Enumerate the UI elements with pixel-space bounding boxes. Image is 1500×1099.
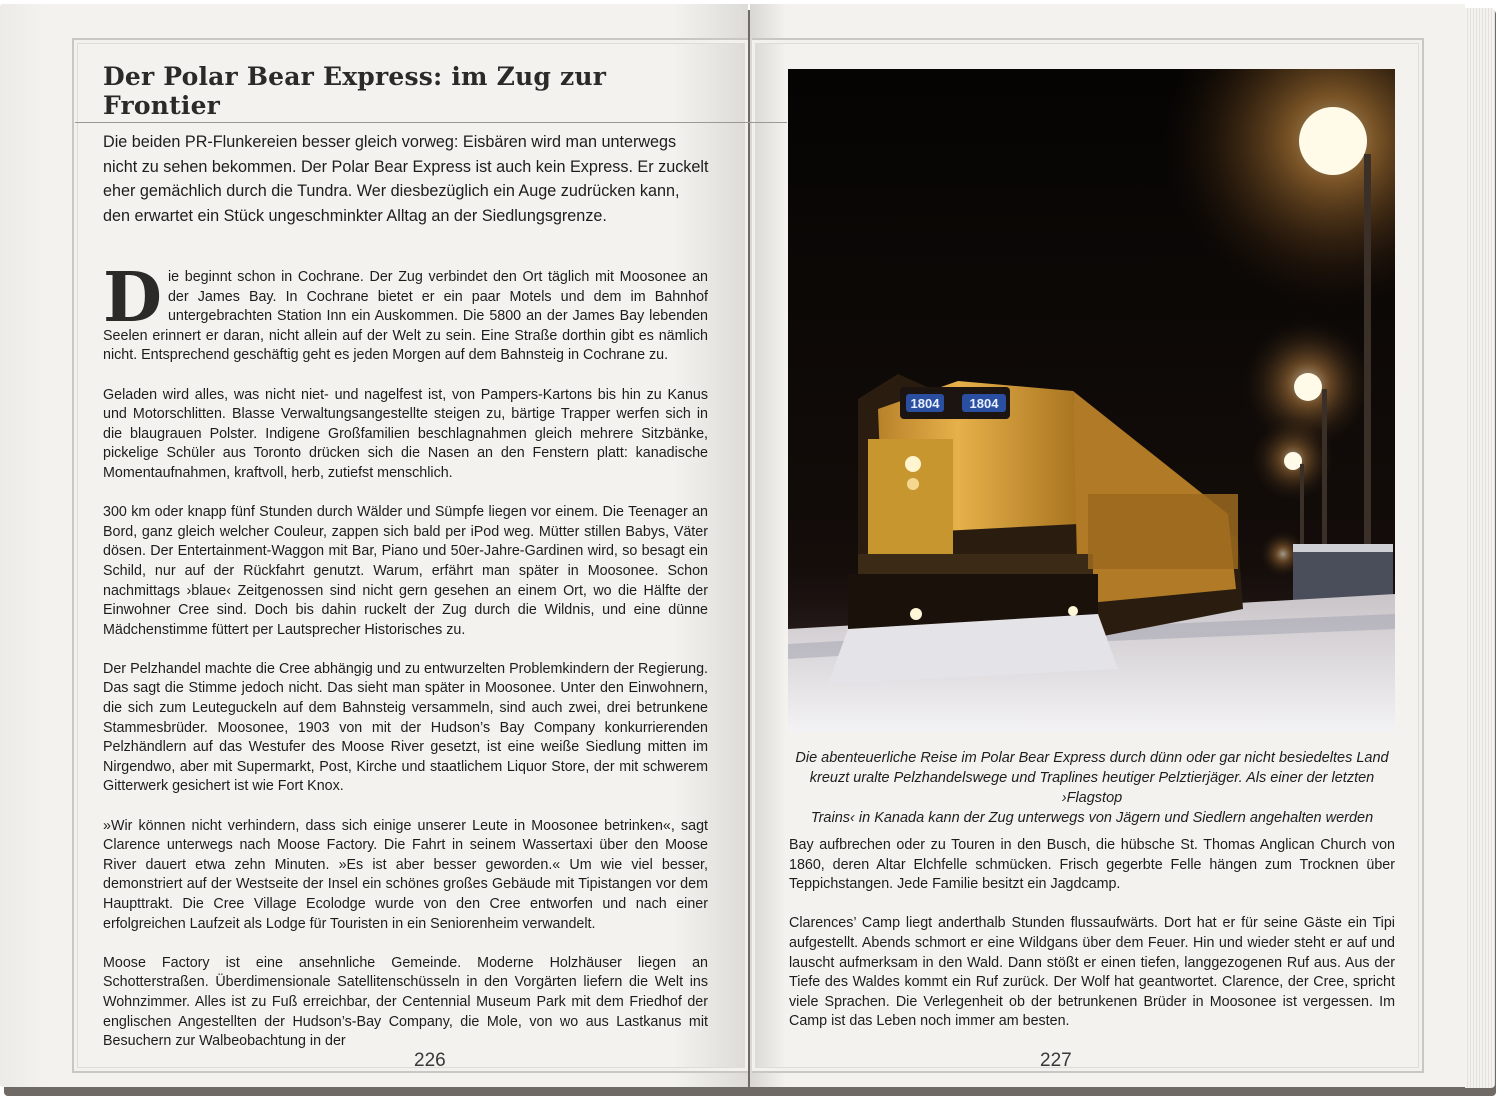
right-paragraph-1: Bay aufbrechen oder zu Touren in den Busch, die hübsche St. Thomas Anglican Church von 1860, deren Altar Elchfelle schmücken. Frisch gegerbte Felle hängen zum Trocknen über Teppichstangen. Jede Familie besitzt ein Jagdcamp. — [789, 837, 1395, 893]
number-plate-left: 1804 — [910, 396, 940, 411]
train-photo — [788, 69, 1395, 732]
right-body-column — [789, 836, 1395, 1052]
right-paragraph-2: Clarences’ Camp liegt anderthalb Stunden flussaufwärts. Dort hat er für seine Gäste ein Tipi aufgestellt. Abends schmort er eine Wildgans über dem Feuer. Hin und wieder steht er auf und lauscht aufmerksam in den Wald. Dann stößt er einen tiefen, langgezogenen Ruf aus. Aus der Tiefe des Waldes kommt ein Ruf zurück. Der Wolf hat geantwortet. Clarence, der Cree, spricht viele Sprachen. Die Verlegenheit ob der betrunkenen Brüder in Moosonee ist vergessen. Im Camp ist das Leben noch immer am besten. — [789, 915, 1395, 1030]
caption-line-3: Trains‹ in Kanada kann der Zug unterwegs von Jägern und Siedlern angehalten werden — [810, 810, 1374, 826]
paragraph-2: Geladen wird alles, was nicht niet- und nagelfest ist, von Pampers-Kartons bis hin zu Kanus und Motorschlitten. Blasse Verwaltungsangestellte steigen zu, bärtige Trapper werfen sich in die blaugrauen Polster. Indigene Großfamilien beschlagnahmen gleich mehrere Sitzbänke, pickelige Schüler aus Toronto drücken sich die Nasen an den Fenstern platt: kanadische Momentaufnahmen, kraftvoll, herb, zutiefst menschlich. — [103, 386, 708, 481]
page-number-right: 227 — [1040, 1050, 1072, 1071]
chapter-title: Der Polar Bear Express: im Zug zur Frontier — [103, 62, 607, 120]
paragraph-6: Moose Factory ist eine ansehnliche Gemeinde. Moderne Holzhäuser liegen an Schotterstraßen. Überdimensionale Satellitenschüsseln in den Vorgärten liefern die Welt ins Wohnzimmer. Alles ist zu Fuß erreichbar, der Centennial Museum Park mit dem Friedhof der englischen Angestellten der Hudson’s-Bay Company, die Mole, von wo aus Lastkanus mit Besuchern zur Walbeobachtung in der — [103, 954, 708, 1050]
title-rule — [75, 122, 787, 123]
photo-caption — [789, 748, 1395, 828]
caption-line-1: Die abenteuerliche Reise im Polar Bear Express durch dünn oder gar nicht besiedeltes Land — [795, 750, 1389, 766]
drop-cap: D — [103, 258, 162, 338]
paragraph-1 — [103, 258, 708, 366]
page-number-left: 226 — [414, 1050, 446, 1071]
paragraph-5: »Wir können nicht verhindern, dass sich einige unserer Leute in Moosonee betrinken«, sagt Clarence unterwegs nach Moose Factory. Die Fahrt in seinem Wassertaxi über den Moose River dauert etwa zehn Minuten. »Es ist aber besser geworden.« Um wie viel besser, demonstriert auf der Westseite der Insel ein schönes großes Gebäude mit Tipistangen vor dem Haupttrakt. Die Cree Village Ecolodge wurde von den Cree entworfen und nach einer erfolgreichen Laufzeit als Lodge für Touristen in ein Seniorenheim verwandelt. — [103, 817, 708, 932]
paragraph-4: Der Pelzhandel machte die Cree abhängig und zu entwurzelten Problemkindern der Regierung. Das sagt die Stimme jedoch nicht. Das sieht man später in Moosonee. Unter den Einwohnern, die sich zum Leuteguckeln auf dem Bahnsteig versammeln, sind auch zwei, drei betrunkene Stammesbrüder. Moosonee, 1903 von mit der Hudson’s Bay Company konkurrierenden Pelzhändlern auf das Westufer des Moose River gesetzt, ist eine weiße Siedlung mitten im Nirgendwo, aber mit Supermarkt, Post, Kirche und staatlichem Liquor Store, der mit schwerem Gitterwerk gesichert ist wie Fort Knox. — [103, 660, 708, 795]
left-body-column — [103, 258, 708, 1071]
paragraph-3: 300 km oder knapp fünf Stunden durch Wälder und Sümpfe liegen vor einem. Die Teenager an Bord, ganz gleich welcher Couleur, zappen sich bald per iPod weg. Mütter stillen Babys, Väter dösen. Der Entertainment-Waggon mit Bar, Piano und 50er-Jahre-Gardinen wird, so besagt ein Schild, nur auf der Rückfahrt genutzt. Warum, erfährt man später in Moosonee. Schon nachmittags ›blaue‹ Zeitgenossen sind nicht gern gesehen an einem Ort, wo die Hälfte der Einwohner Cree sind. Doch bis dahin ruckelt der Zug durch die Wildnis, und eine dünne Mädchenstimme füttert per Lautsprecher Historisches zu. — [103, 504, 708, 638]
number-plate-right: 1804 — [969, 396, 999, 411]
intro-paragraph: Die beiden PR-Flunkereien besser gleich vorweg: Eisbären wird man unterwegs nicht zu sehen bekommen. Der Polar Bear Express ist auch kein Express. Er zuckelt eher gemächlich durch die Tundra. Wer diesbezüglich ein Auge zudrücken kann, den erwartet ein Stück ungeschminkter Alltag an der Siedlungsgrenze. — [103, 133, 709, 225]
caption-line-2: kreuzt uralte Pelzhandelswege und Traplines heutiger Pelztierjäger. Als einer der letzten ›Flagstop — [809, 770, 1375, 806]
paragraph-1-text: ie beginnt schon in Cochrane. Der Zug verbindet den Ort täglich mit Moosonee an der James Bay. In Cochrane bietet er ein paar Motels und dem im Bahnhof untergebrachten Station Inn ein Auskommen. Die 5800 an der James Bay lebenden Seelen erinnert er daran, nicht allein auf der Welt zu sein. Eine Straße dorthin gibt es nämlich nicht. Entsprechend geschäftig geht es jeden Morgen auf dem Bahnsteig in Cochrane zu. — [103, 269, 708, 364]
train-illustration — [788, 69, 1395, 732]
page-edges — [1465, 8, 1495, 1088]
